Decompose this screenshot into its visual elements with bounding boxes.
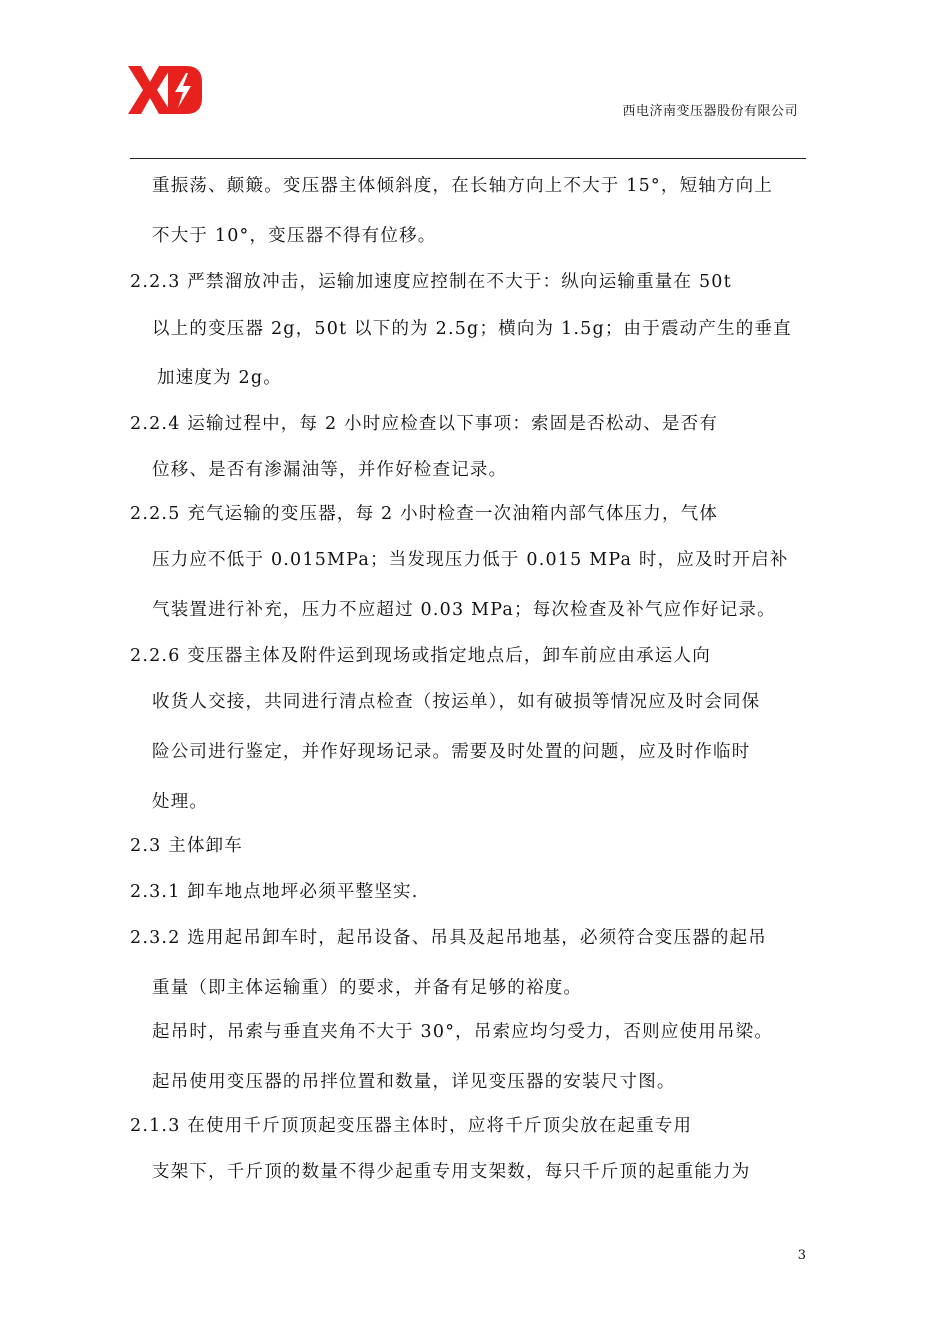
text-line: 收货人交接，共同进行清点检查（按运单），如有破损等情况应及时会同保 [152,692,761,712]
xd-logo-icon [128,66,202,114]
text-line: 重量（即主体运输重）的要求，并备有足够的裕度。 [152,978,583,998]
text-line: 不大于 10°，变压器不得有位移。 [152,226,437,246]
section-heading: 2.3 主体卸车 [130,836,243,856]
text-line: 2.2.4 运输过程中，每 2 小时应检查以下事项：索固是否松动、是否有 [130,414,719,434]
company-name: 西电济南变压器股份有限公司 [622,104,798,119]
text-line: 2.1.3 在使用千斤顶顶起变压器主体时，应将千斤顶尖放在起重专用 [130,1116,693,1136]
text-line: 起吊时，吊索与垂直夹角不大于 30°，吊索应均匀受力，否则应使用吊梁。 [152,1022,774,1042]
header-divider [130,158,806,159]
text-line: 气装置进行补充，压力不应超过 0.03 MPa；每次检查及补气应作好记录。 [152,600,776,620]
page-number: 3 [797,1248,806,1263]
text-line: 位移、是否有渗漏油等，并作好检查记录。 [152,460,508,480]
text-line: 2.3.2 选用起吊卸车时，起吊设备、吊具及起吊地基，必须符合变压器的起吊 [130,928,767,948]
text-line: 支架下，千斤顶的数量不得少起重专用支架数，每只千斤顶的起重能力为 [152,1162,751,1182]
text-line: 2.2.6 变压器主体及附件运到现场或指定地点后，卸车前应由承运人向 [130,646,711,666]
text-line: 处理。 [152,792,209,812]
text-line: 加速度为 2g。 [157,368,282,388]
text-line: 以上的变压器 2g，50t 以下的为 2.5g；横向为 1.5g；由于震动产生的垂直 [152,319,792,339]
text-line: 重振荡、颠簸。变压器主体倾斜度，在长轴方向上不大于 15°，短轴方向上 [152,176,774,196]
text-line: 2.2.5 充气运输的变压器，每 2 小时检查一次油箱内部气体压力，气体 [130,504,719,524]
text-line: 压力应不低于 0.015MPa；当发现压力低于 0.015 MPa 时，应及时开启补 [152,550,789,570]
text-line: 起吊使用变压器的吊拌位置和数量，详见变压器的安装尺寸图。 [152,1072,676,1092]
text-line: 险公司进行鉴定，并作好现场记录。需要及时处置的问题，应及时作临时 [152,742,751,762]
text-line: 2.3.1 卸车地点地坪必须平整坚实. [130,882,419,902]
text-line: 2.2.3 严禁溜放冲击，运输加速度应控制在不大于：纵向运输重量在 50t [130,272,732,292]
